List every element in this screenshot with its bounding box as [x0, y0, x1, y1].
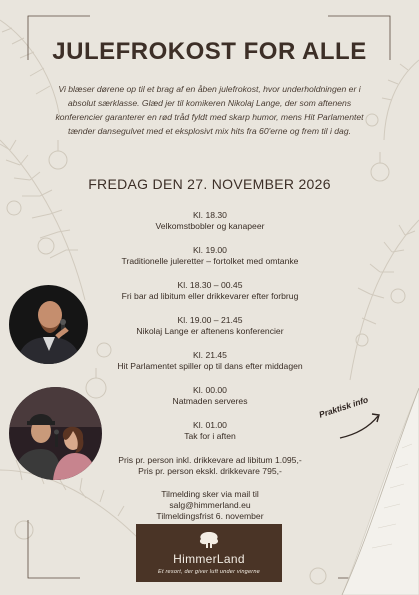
price-line: Pris pr. person inkl. drikkevare ad libitum 1.095,- [118, 455, 302, 465]
price-info [60, 455, 360, 477]
event-date: FREDAG DEN 27. NOVEMBER 2026 [88, 176, 331, 192]
program-text: Nikolaj Lange er aftenens konferencier [136, 326, 284, 336]
program-text: Velkomstbobler og kanapeer [155, 221, 265, 231]
price-line: Pris pr. person ekskl. drikkevare 795,- [138, 466, 282, 476]
signup-email[interactable]: salg@himmerland.eu [169, 500, 251, 510]
photo-nikolaj-lange [9, 285, 88, 364]
program-text: Natmaden serveres [172, 396, 248, 406]
program-time: Kl. 00.00 [193, 385, 227, 395]
signup-line: Tilmelding sker via mail til [161, 489, 259, 499]
program-item [60, 245, 360, 267]
program-item [60, 315, 360, 337]
program-item [60, 385, 360, 407]
program-item [60, 280, 360, 302]
program-text: Traditionelle juleretter – fortolket med omtanke [121, 256, 299, 266]
page-curl[interactable] [322, 388, 419, 595]
program-text: Fri bar ad libitum eller drikkevarer efter forbrug [121, 291, 299, 301]
program-time: Kl. 18.30 – 00.45 [177, 280, 243, 290]
himmerland-logo [136, 524, 282, 582]
program-time: Kl. 21.45 [193, 350, 227, 360]
program-time: Kl. 18.30 [193, 210, 227, 220]
program-item [60, 210, 360, 232]
photo-hit-parlamentet [9, 387, 102, 480]
intro-text: Vi blæser dørene op til et brag af en åben julefrokost, hvor underholdningen er i absolut særklasse. Glæd jer til komikeren Nikolaj Lange, der som aftenens konferencier garanterer en rød tråd fyldt med skarp humor, mens Hit Parlamentet tænder dansegulvet med et eksplosivt mix hits fra 60'erne og frem til i dag. [55, 84, 364, 136]
program-text: Tak for i aften [184, 431, 236, 441]
program-text: Hit Parlamentet spiller op til dans efter middagen [117, 361, 303, 371]
page-title: JULEFROKOST FOR ALLE [52, 38, 367, 65]
signup-info [60, 489, 360, 522]
program-time: Kl. 19.00 – 21.45 [177, 315, 243, 325]
logo-tagline: Et resort, der giver luft under vingerne [158, 569, 260, 575]
program-item [60, 420, 360, 442]
logo-name: HimmerLand [173, 552, 245, 566]
program-time: Kl. 01.00 [193, 420, 227, 430]
program-time: Kl. 19.00 [193, 245, 227, 255]
practical-info-link[interactable]: Praktisk info [317, 394, 370, 420]
tree-logo-icon [198, 530, 220, 550]
program-item [60, 350, 360, 372]
signup-line: Tilmeldingsfrist 6. november [156, 511, 264, 521]
program-list [60, 210, 360, 522]
